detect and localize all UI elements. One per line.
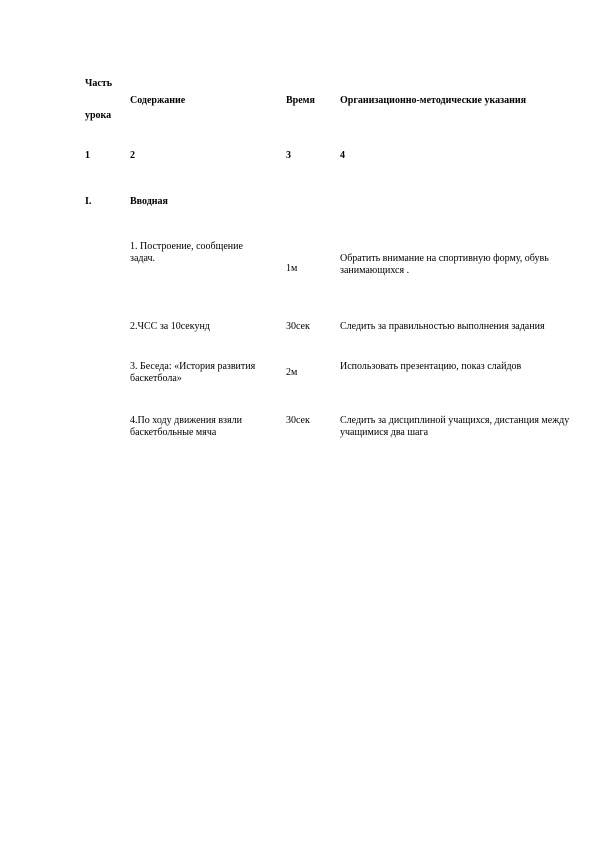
- row-4-content: 4.По ходу движения взяли баскетбольные мяча: [130, 415, 242, 438]
- row-3-content: 3. Беседа: «История развития баскетбола»: [130, 361, 256, 384]
- row-2-time: 30сек: [286, 321, 310, 332]
- row-4-guidance: Следить за дисциплиной учащихся, дистанция между учащимися два шага: [340, 415, 570, 438]
- row-1-time: 1м: [286, 263, 298, 274]
- header-guidance: Организационно-методические указания: [340, 95, 527, 106]
- column-number-3: 3: [286, 150, 291, 161]
- header-time: Время: [286, 95, 315, 106]
- row-1-guidance: Обратить внимание на спортивную форму, обувь занимающихся .: [340, 253, 549, 276]
- column-number-4: 4: [340, 150, 345, 161]
- section-title: Вводная: [130, 196, 168, 207]
- row-3-time: 2м: [286, 367, 298, 378]
- header-part-line1: Часть: [85, 78, 112, 89]
- row-4-time: 30сек: [286, 415, 310, 426]
- column-number-2: 2: [130, 150, 135, 161]
- row-1-content: 1. Построение, сообщение задач.: [130, 241, 243, 264]
- row-2-content: 2.ЧСС за 10секунд: [130, 321, 210, 332]
- header-content: Содержание: [130, 95, 186, 106]
- section-number: I.: [85, 196, 92, 207]
- row-2-guidance: Следить за правильностью выполнения задания: [340, 321, 545, 332]
- header-part-line2: урока: [85, 110, 112, 121]
- column-number-1: 1: [85, 150, 90, 161]
- row-3-guidance: Использовать презентацию, показ слайдов: [340, 361, 522, 372]
